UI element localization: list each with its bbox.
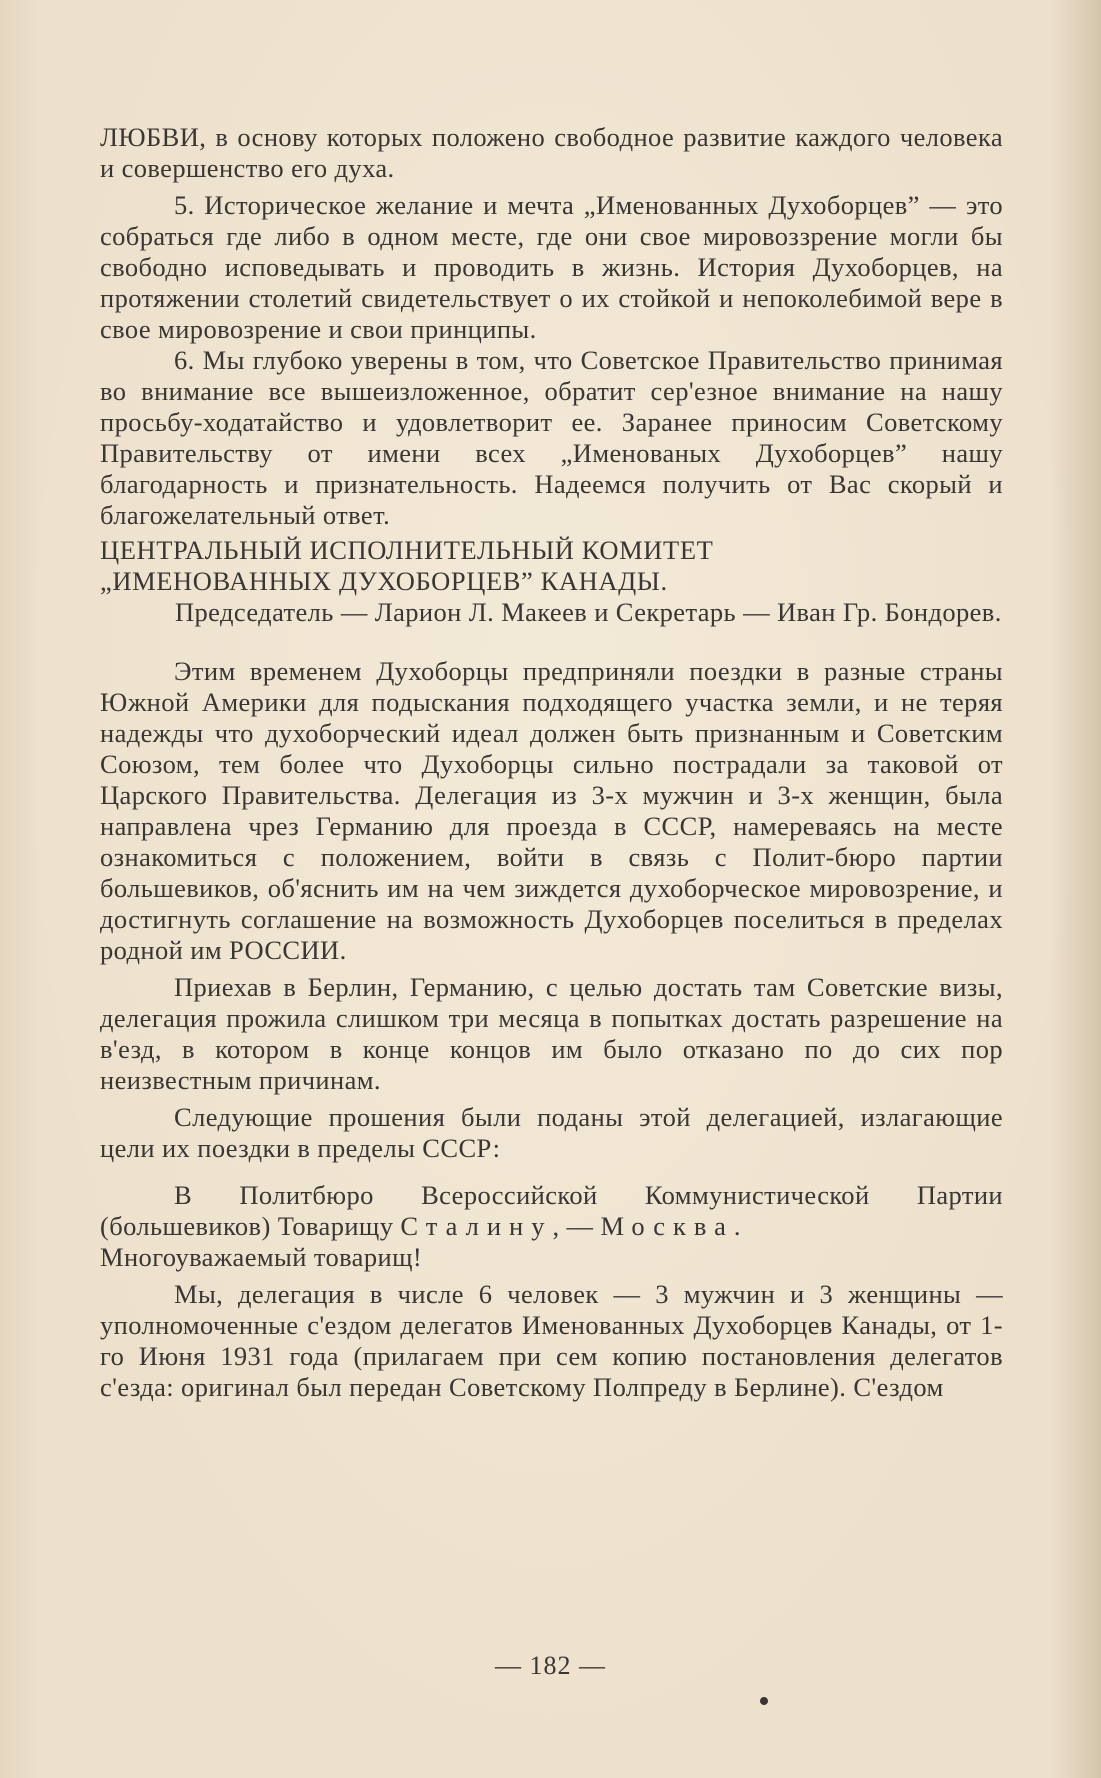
signature-block [100,535,1003,628]
page-number: — 182 — [495,1651,606,1680]
address-start: В Политбюро Всероссийской Коммунистической Партии (большевиков) Товарищу [100,1180,1003,1241]
paragraph-1: ЛЮБВИ, в основу которых положено свободное развитие каждого человека и совершенство его духа. [100,122,1003,183]
paragraph-point-6: 6. Мы глубоко уверены в том, что Советское Правительство принимая во внимание все вышеизложенное, обратит сер'езное внимание на нашу просьбу-ходатайство и удовлетворит ее. Заранее приносим Советскому Правительству от имени всех „Именованых Духоборцев” нашу благодарность и признательность. Надеемся получить от Вас скорый и благожелательный ответ. [100,345,1003,530]
page-text [100,122,1003,1403]
paragraph-delegation: Этим временем Духоборцы предприняли поездки в разные страны Южной Америки для подыскания подходящего участка земли, и не теряя надежды что духоборческий идеал должен быть признанным и Советским Союзом, тем более что Духоборцы сильно пострадали за таковой от Царского Правительства. Делегация из 3-х мужчин и 3-х женщин, была направлена чрез Германию для проезда в СССР, намереваясь на месте ознакомиться с положением, войти в связь с Полит-бюро партии большевиков, об'яснить им на чем зиждется духоборческое мировозрение, и достигнуть соглашение на возможность Духоборцев поселиться в пределах родной им РОССИИ. [100,656,1003,965]
paragraph-berlin: Приехав в Берлин, Германию, с целью достать там Советские визы, делегация прожила слишком три месяца в попытках достать разрешение на в'езд, в котором в конце концов им было отказано по до сих пор неизвестным причинам. [100,972,1003,1095]
paragraph-address [100,1180,1003,1242]
address-name: Сталину [400,1211,553,1241]
signature-names: Председатель — Ларион Л. Макеев и Секретарь — Иван Гр. Бондорев. [175,597,1002,627]
signature-org-line-2: „ИМЕНОВАННЫХ ДУХОБОРЦЕВ” КАНАДЫ. [100,566,668,596]
signature-org-line-1: ЦЕНТРАЛЬНЫЙ ИСПОЛНИТЕЛЬНЫЙ КОМИТЕТ [100,535,714,565]
ink-speck [759,1696,770,1707]
paragraph-point-5: 5. Историческое желание и мечта „Именованных Духоборцев” — это собраться где либо в одном месте, где они свое мировоззрение могли бы свободно исповедывать и проводить в жизнь. История Духоборцев, на протяжении столетий свидетельствует о их стойкой и непоколебимой вере в свое мировозрение и свои принципы. [100,190,1003,344]
address-separator: , — [552,1211,601,1241]
paragraph-letter-body: Мы, делегация в числе 6 человек — 3 мужчин и 3 женщины — уполномоченные с'ездом делегатов Именованных Духоборцев Канады, от 1-го Июня 1931 года (прилагаем при сем копию постановления делегатов с'езда: оригинал был передан Советскому Полпреду в Берлине). С'ездом [100,1279,1003,1402]
address-city: Москва. [600,1211,749,1241]
paragraph-salutation: Многоуважаемый товарищ! [100,1242,423,1272]
paragraph-petitions: Следующие прошения были поданы этой делегацией, излагающие цели их поездки в пределы СССР: [100,1102,1003,1163]
